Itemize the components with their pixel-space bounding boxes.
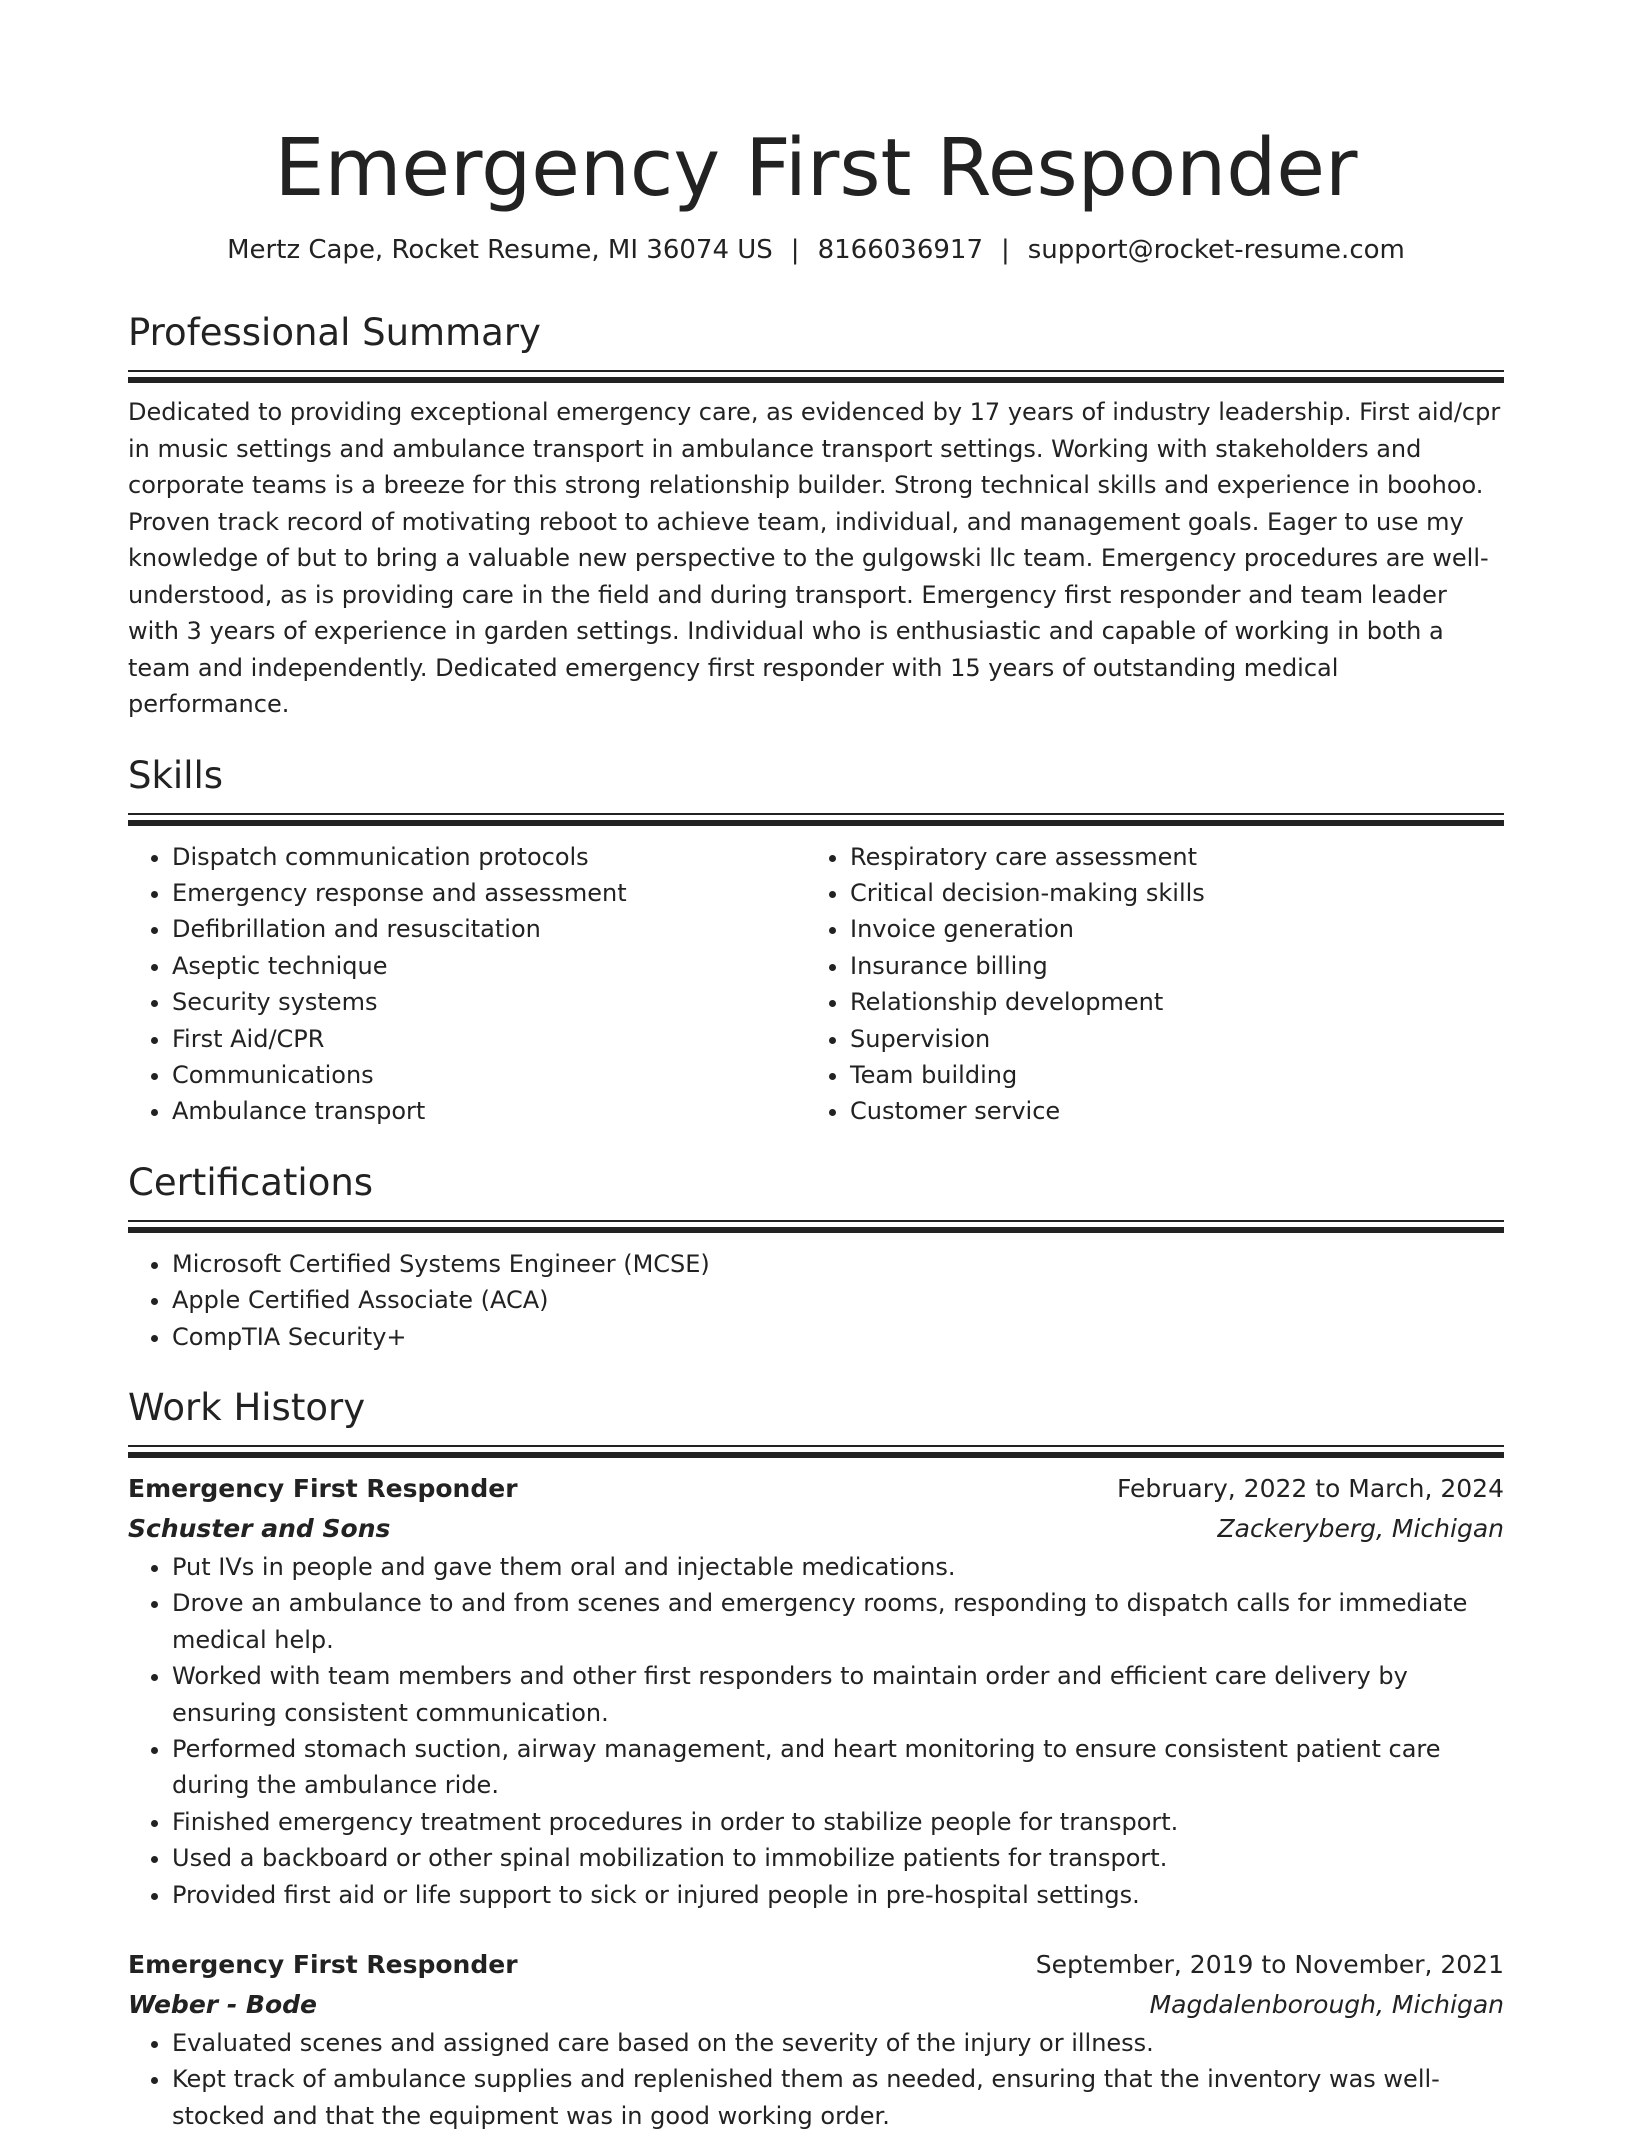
skills-column-left bbox=[128, 839, 806, 1130]
job-dates: September, 2019 to November, 2021 bbox=[1035, 1950, 1504, 1980]
contact-separator: | bbox=[790, 235, 800, 265]
job-duty: • Kept track of ambulance supplies and replenished them as needed, ensuring that the inventory was well-stocked and that the equipment was in good working order. bbox=[172, 2061, 1504, 2134]
contact-phone: 8166036917 bbox=[817, 235, 983, 265]
skill-item: • Ambulance transport bbox=[172, 1093, 806, 1129]
contact-separator: | bbox=[1000, 235, 1010, 265]
job-duty: • Worked with team members and other first responders to maintain order and efficient care delivery by ensuring consistent communication. bbox=[172, 1658, 1504, 1731]
skill-item: • Relationship development bbox=[850, 984, 1484, 1020]
skill-item: • Communications bbox=[172, 1057, 806, 1093]
skill-item: • First Aid/CPR bbox=[172, 1021, 806, 1057]
job-header bbox=[128, 1469, 1504, 1509]
job-duties-list bbox=[128, 1549, 1504, 1913]
contact-address: Mertz Cape, Rocket Resume, MI 36074 US bbox=[227, 235, 773, 265]
job-title: Emergency First Responder bbox=[128, 1473, 518, 1503]
contact-line bbox=[128, 232, 1504, 268]
job-entry bbox=[128, 1469, 1504, 1913]
section-divider bbox=[128, 1220, 1504, 1234]
job-dates: February, 2022 to March, 2024 bbox=[1116, 1473, 1504, 1503]
summary-text: Dedicated to providing exceptional emergency care, as evidenced by 17 years of industry leadership. First aid/cpr in music settings and ambulance transport in ambulance transport settings. Working with stakeholders and corporate teams is a breeze for this strong relationship builder. Strong technical skills and experience in boohoo. Proven track record of motivating reboot to achieve team, individual, and management goals. Eager to use my knowledge of but to bring a valuable new perspective to the gulgowski llc team. Emergency procedures are well-understood, as is providing care in the field and during transport. Emergency first responder and team leader with 3 years of experience in garden settings. Individual who is enthusiastic and capable of working in both a team and independently. Dedicated emergency first responder with 15 years of outstanding medical performance. bbox=[128, 398, 1501, 718]
candidate-name: Emergency First Responder bbox=[274, 122, 1358, 214]
certifications-list bbox=[128, 1246, 1504, 1355]
job-company: Weber - Bode bbox=[128, 1990, 317, 2020]
job-location: Magdalenborough, Michigan bbox=[1149, 1990, 1504, 2020]
certification-item: • Apple Certified Associate (ACA) bbox=[172, 1282, 1504, 1318]
certification-item: • Microsoft Certified Systems Engineer (MCSE) bbox=[172, 1246, 1504, 1282]
skills-grid bbox=[128, 839, 1504, 1130]
job-duty: • Used a backboard or other spinal mobilization to immobilize patients for transport. bbox=[172, 1840, 1504, 1876]
skill-item: • Security systems bbox=[172, 984, 806, 1020]
job-location: Zackeryberg, Michigan bbox=[1217, 1513, 1504, 1543]
summary-heading: Professional Summary bbox=[128, 311, 541, 354]
skill-item: • Customer service bbox=[850, 1093, 1484, 1129]
skills-heading: Skills bbox=[128, 753, 224, 797]
skills-column-right bbox=[806, 839, 1484, 1130]
certification-item: • CompTIA Security+ bbox=[172, 1319, 1504, 1355]
section-divider bbox=[128, 813, 1504, 827]
certifications-section bbox=[128, 1158, 1504, 1355]
skill-item: • Team building bbox=[850, 1057, 1484, 1093]
work-history-heading: Work History bbox=[128, 1385, 366, 1429]
job-entry bbox=[128, 1945, 1504, 2134]
job-company: Schuster and Sons bbox=[128, 1513, 391, 1543]
skill-item: • Defibrillation and resuscitation bbox=[172, 911, 806, 947]
job-subheader bbox=[128, 1985, 1504, 2025]
skills-section bbox=[128, 751, 1504, 1130]
contact-email: support@rocket-resume.com bbox=[1027, 235, 1405, 265]
job-duties-list bbox=[128, 2025, 1504, 2134]
skill-item: • Critical decision-making skills bbox=[850, 875, 1484, 911]
section-divider bbox=[128, 370, 1504, 384]
skills-list-left bbox=[128, 839, 806, 1130]
job-duty: • Put IVs in people and gave them oral and injectable medications. bbox=[172, 1549, 1504, 1585]
job-duty: • Provided first aid or life support to sick or injured people in pre-hospital settings. bbox=[172, 1877, 1504, 1913]
job-duty: • Finished emergency treatment procedures in order to stabilize people for transport. bbox=[172, 1804, 1504, 1840]
job-duty: • Drove an ambulance to and from scenes and emergency rooms, responding to dispatch calls for immediate medical help. bbox=[172, 1585, 1504, 1658]
certifications-heading: Certifications bbox=[128, 1160, 374, 1204]
skill-item: • Respiratory care assessment bbox=[850, 839, 1484, 875]
skill-item: • Emergency response and assessment bbox=[172, 875, 806, 911]
resume-page bbox=[128, 0, 1504, 2134]
summary-section bbox=[128, 308, 1504, 723]
skill-item: • Invoice generation bbox=[850, 911, 1484, 947]
job-title: Emergency First Responder bbox=[128, 1950, 518, 1980]
work-history-section bbox=[128, 1383, 1504, 2134]
skill-item: • Insurance billing bbox=[850, 948, 1484, 984]
job-duty: • Evaluated scenes and assigned care based on the severity of the injury or illness. bbox=[172, 2025, 1504, 2061]
job-duty: • Performed stomach suction, airway management, and heart monitoring to ensure consistent patient care during the ambulance ride. bbox=[172, 1731, 1504, 1804]
skill-item: • Aseptic technique bbox=[172, 948, 806, 984]
job-subheader bbox=[128, 1509, 1504, 1549]
skill-item: • Dispatch communication protocols bbox=[172, 839, 806, 875]
section-divider bbox=[128, 1445, 1504, 1459]
skills-list-right bbox=[806, 839, 1484, 1130]
job-header bbox=[128, 1945, 1504, 1985]
skill-item: • Supervision bbox=[850, 1021, 1484, 1057]
